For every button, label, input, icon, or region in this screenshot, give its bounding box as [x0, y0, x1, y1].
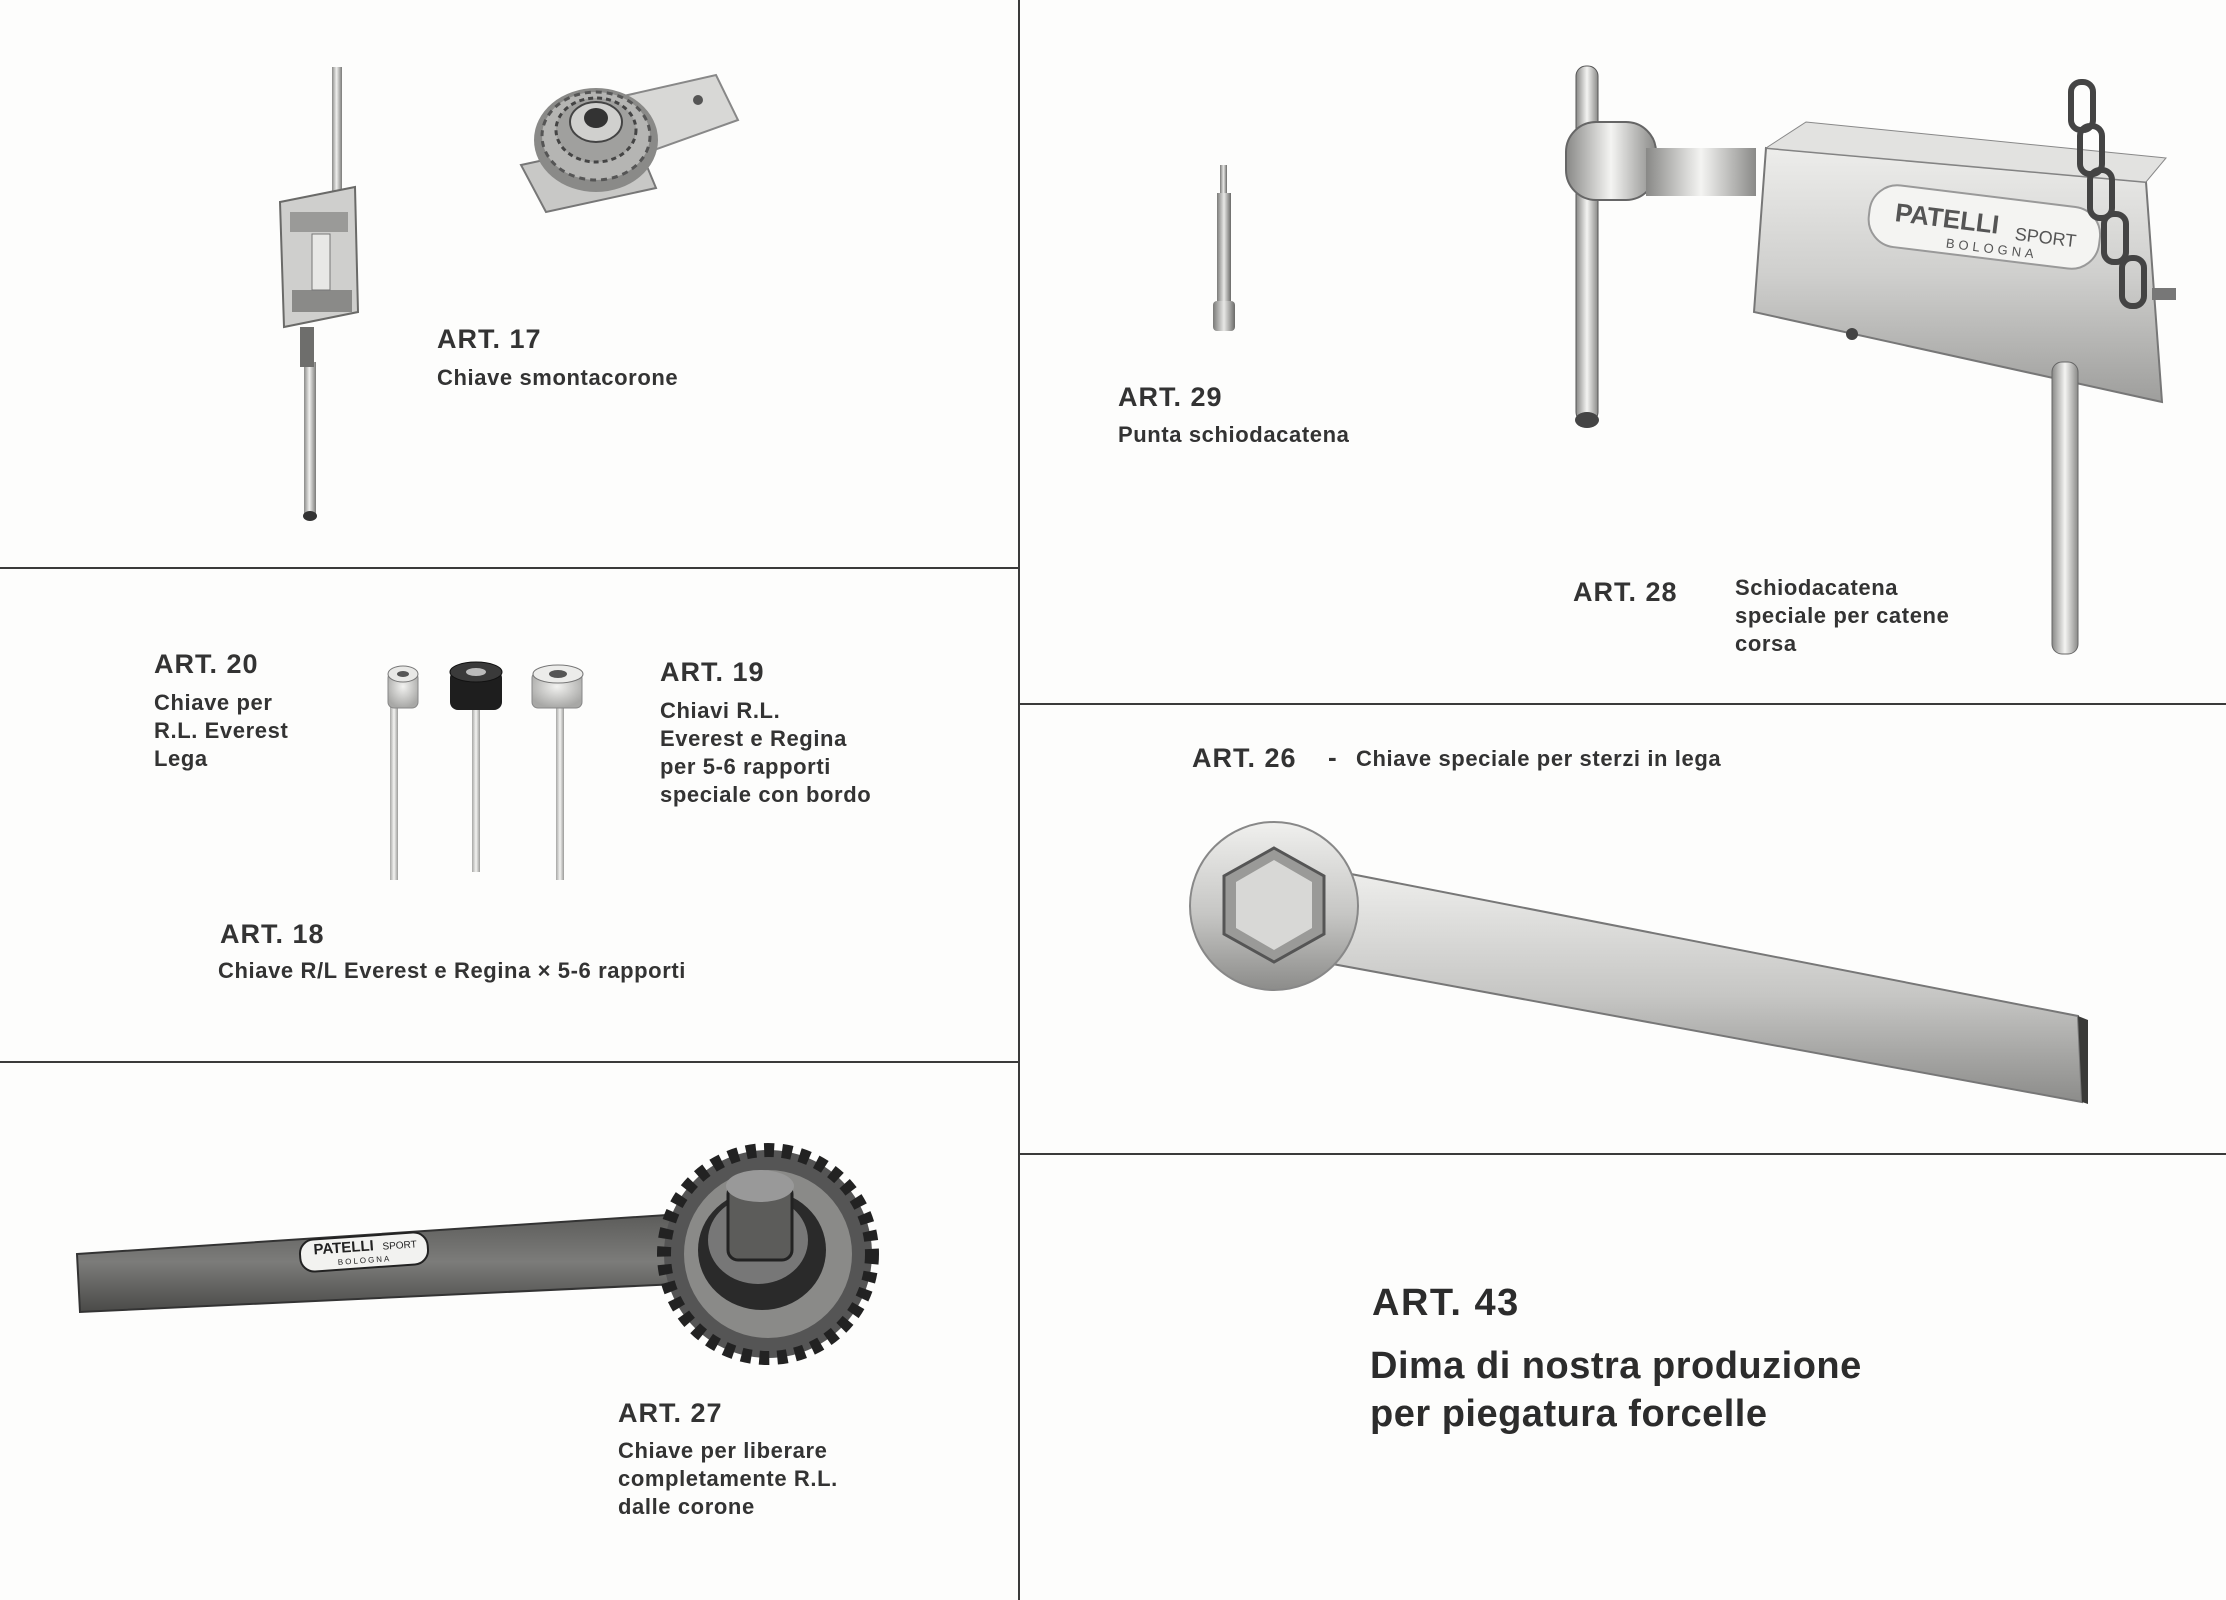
art19-desc — [660, 697, 871, 809]
art17-freewheel-photo — [516, 70, 738, 212]
art18-desc-line: Chiave R/L Everest e Regina × 5-6 rapporti — [218, 958, 687, 983]
art28-brand-line3: BOLOGNA — [1945, 235, 2039, 262]
divider-left-2 — [0, 1061, 1018, 1063]
art26-steering-wrench-photo — [1190, 810, 2088, 1110]
art43-desc — [1370, 1342, 1862, 1438]
art26-desc-line: Chiave speciale per sterzi in lega — [1356, 746, 1722, 771]
art17-desc — [437, 364, 678, 392]
art19-code: ART. 19 — [660, 657, 765, 687]
art19-desc-line: per 5-6 rapporti — [660, 754, 831, 779]
art17-code: ART. 17 — [437, 324, 542, 354]
divider-left-1 — [0, 567, 1018, 569]
art18-code: ART. 18 — [220, 919, 325, 949]
art27-wrench-photo — [72, 1150, 862, 1364]
art27-desc-line: dalle corone — [618, 1494, 755, 1519]
art28-desc — [1735, 574, 1949, 658]
art43-desc-line: per piegatura forcelle — [1370, 1393, 1768, 1435]
art28-chain-tool-photo — [1566, 62, 2182, 656]
art19-desc-line: speciale con bordo — [660, 782, 872, 807]
art18-keys-photo — [370, 652, 592, 884]
center-divider — [1018, 0, 1020, 1600]
art28-brand-line1: PATELLI — [1893, 197, 2001, 240]
art26-code: ART. 26 — [1192, 743, 1297, 773]
divider-right-1 — [1018, 703, 2226, 705]
art17-tool-photo — [270, 62, 370, 524]
art19-desc-line: Everest e Regina — [660, 726, 847, 751]
art27-desc-line: completamente R.L. — [618, 1466, 838, 1491]
art20-code: ART. 20 — [154, 649, 259, 679]
art29-desc — [1118, 421, 1349, 449]
art26-separator: - — [1328, 742, 1338, 772]
art28-desc-line: corsa — [1735, 631, 1797, 656]
art27-desc-line: Chiave per liberare — [618, 1438, 828, 1463]
divider-right-2 — [1018, 1153, 2226, 1155]
art28-brand-line2: SPORT — [2013, 223, 2078, 252]
art27-brand-line1: PATELLI — [313, 1237, 375, 1259]
art29-desc-line: Punta schiodacatena — [1118, 422, 1350, 447]
art19-desc-line: Chiavi R.L. — [660, 698, 781, 723]
art26-desc — [1356, 745, 1721, 773]
art27-desc — [618, 1437, 838, 1521]
art27-code: ART. 27 — [618, 1398, 723, 1428]
art28-code: ART. 28 — [1573, 577, 1678, 607]
art28-desc-line: speciale per catene — [1735, 603, 1950, 628]
art20-desc-line: Chiave per — [154, 690, 273, 715]
art17-desc-line: Chiave smontacorone — [437, 365, 679, 390]
art29-code: ART. 29 — [1118, 382, 1223, 412]
art27-brand-line2: SPORT — [382, 1239, 418, 1253]
art20-desc-line: R.L. Everest — [154, 718, 289, 743]
art43-code: ART. 43 — [1372, 1282, 1520, 1324]
art28-desc-line: Schiodacatena — [1735, 575, 1899, 600]
art29-pin-photo — [1210, 165, 1238, 335]
art27-brand-line3: BOLOGNA — [337, 1254, 392, 1267]
art20-desc-line: Lega — [154, 746, 208, 771]
art20-desc — [154, 689, 288, 773]
art43-desc-line: Dima di nostra produzione — [1370, 1345, 1862, 1387]
art18-desc — [218, 957, 686, 985]
